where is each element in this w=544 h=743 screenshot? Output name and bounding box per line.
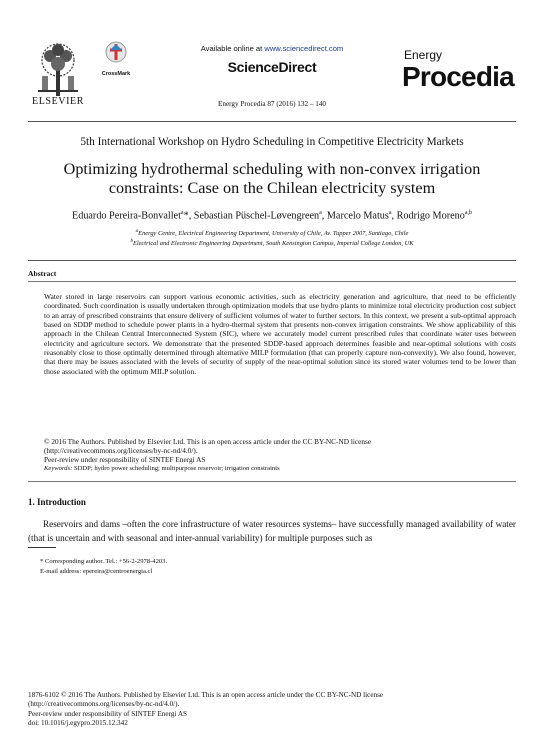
available-prefix: Available online at bbox=[200, 44, 265, 53]
abstract-rule bbox=[28, 281, 516, 282]
author-4: Rodrigo Moreno bbox=[396, 210, 465, 222]
footer-issn: 1876-6102 © 2016 The Authors. Published by Elsevier Ltd. This is an open access article under the CC BY-NC-ND license bbox=[28, 691, 384, 699]
brand-procedia: Procedia bbox=[402, 61, 514, 92]
abstract-body: Water stored in large reservoirs can support various economic activities, such as electricity generation and agriculture, that need to be efficiently coordinated. Such coordination is usually undertaken through optimization models that use hydro plants to minimize total electricity production cost subject to an array of prescribed constraints that ensure delivery of sufficient volumes of water to further sectors. In this context, we present a sub-optimal approach based on SDDP method to schedule power plants in a hydro-thermal system that presents non-convex irrigation constraints. We show applicability of this approach in the Chilean Central Interconnected System (SIC), where we accurately model current prescribed rules that coordinate water uses between electricity and agriculture sectors. We demonstrate that the presented SDDP-based approach determines feasible and near-optimal solutions with costs reasonably close to those optimally determined through alternative MILP formulation (that can properly capture non-convexity). We also found, however, that there may be issues associated with the levels of security of supply of the near-optimal solution since its stored water volumes tend to be lower than those associated with the optimum MILP solution. bbox=[44, 292, 516, 376]
author-1: Eduardo Pereira-Bonvallet bbox=[72, 210, 181, 222]
copyright-license-link[interactable]: (http://creativecommons.org/licenses/by-nc-nd/4.0/). bbox=[44, 446, 198, 456]
sciencedirect-link[interactable]: www.sciencedirect.com bbox=[264, 44, 344, 53]
affiliation-a-text: Energy Centre, Electrical Engineering Department, University of Chile, Av. Tupper 2007, Santiago, Chile bbox=[138, 230, 409, 238]
author-list: Eduardo Pereira-Bonvallet$^a$*, Sebastian Püschel-Løvengreen$^a$, Marcelo Matus$^a$, Rodrigo Moreno$^{a,b}$ bbox=[72, 210, 472, 222]
publisher-name: ELSEVIER bbox=[31, 96, 85, 107]
workshop-name: 5th International Workshop on Hydro Scheduling in Competitive Electricity Markets bbox=[80, 136, 464, 148]
crossmark-label: CrossMark bbox=[101, 71, 131, 77]
affiliation-b bbox=[0, 239, 544, 247]
journal-reference: Energy Procedia 87 (2016) 132 – 140 bbox=[217, 100, 327, 108]
author-2: Sebastian Püschel-Løvengreen bbox=[193, 210, 320, 222]
page-footer bbox=[28, 691, 516, 728]
author-2-aff: a bbox=[319, 210, 322, 216]
header-rule bbox=[28, 121, 516, 122]
affiliation-a bbox=[0, 229, 544, 237]
author-3-aff: a bbox=[388, 210, 392, 216]
copyright-line-1: © 2016 The Authors. Published by Elsevier Ltd. This is an open access article under the CC BY-NC-ND license bbox=[44, 437, 372, 446]
affiliation-b-text: Electrical and Electronic Engineering Department, South Kensington Campus, Imperial College London, UK bbox=[132, 240, 414, 248]
keywords-label: Keywords: bbox=[44, 465, 73, 472]
paper-title: Optimizing hydrothermal scheduling with non-convex irrigation constraints: Case on the Chilean electricity system bbox=[63, 160, 481, 197]
affiliation-b-mark: b bbox=[130, 239, 133, 244]
available-online bbox=[0, 44, 544, 53]
footnote-rule bbox=[28, 547, 56, 548]
keywords bbox=[44, 465, 280, 472]
copyright-peer-review: Peer-review under responsibility of SINTEF Energi AS bbox=[44, 455, 206, 465]
brand-energy: Energy bbox=[404, 48, 443, 62]
keywords-rule bbox=[28, 481, 516, 482]
author-1-mark: * bbox=[183, 210, 189, 222]
footnote-email: E-mail address: epereira@centroenergia.cl bbox=[40, 568, 153, 575]
sciencedirect-wordmark: ScienceDirect bbox=[227, 59, 317, 75]
author-4-aff: a,b bbox=[464, 210, 472, 216]
footnote-corresponding: * Corresponding author. Tel.: +56-2-2978-4203. bbox=[40, 558, 168, 565]
copyright-notice bbox=[44, 437, 516, 464]
section-heading-introduction: 1. Introduction bbox=[28, 497, 86, 507]
author-3: Marcelo Matus bbox=[326, 210, 389, 222]
introduction-body: Reservoirs and dams –often the core infrastructure of water resources systems– have successfully managed availability of water (that is uncertain and with seasonal and inter-annual variability) for multiple purposes such as bbox=[28, 519, 516, 543]
abstract-heading: Abstract bbox=[28, 269, 57, 278]
affiliation-a-mark: a bbox=[135, 229, 139, 234]
title-rule bbox=[28, 260, 516, 261]
footer-doi[interactable]: doi: 10.1016/j.egypro.2015.12.342 bbox=[28, 718, 128, 727]
footer-peer-review: Peer-review under responsibility of SINTEF Energi AS bbox=[28, 709, 188, 718]
footer-license-link[interactable]: (http://creativecommons.org/licenses/by-nc-nd/4.0/). bbox=[28, 700, 180, 709]
keywords-text: SDDP; hydro power scheduling; multipurpose reservoir; irrigation constraints bbox=[72, 465, 280, 472]
author-1-aff: a bbox=[180, 210, 184, 216]
